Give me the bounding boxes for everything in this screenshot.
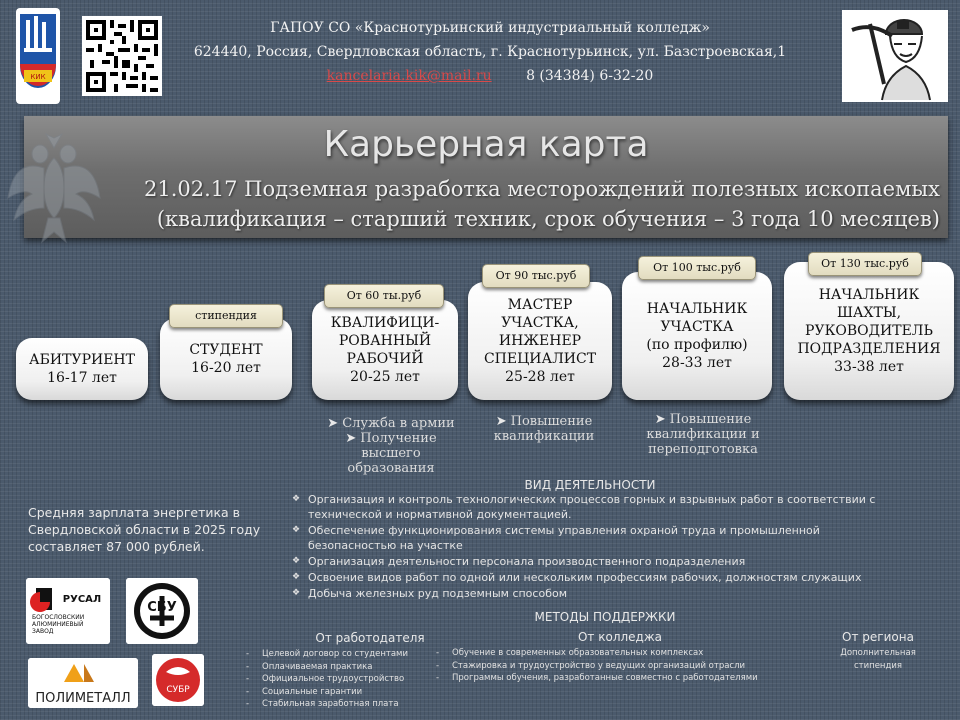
email-link[interactable]: kancelaria.kik@mail.ru xyxy=(326,68,492,84)
tag-salary-60: От 60 ты.руб xyxy=(324,284,444,308)
college-logo xyxy=(14,6,62,106)
step-title-line: КВАЛИФИЦИ- xyxy=(330,315,440,331)
header-contact-block xyxy=(180,16,800,88)
step-title-line: РУКОВОДИТЕЛЬ xyxy=(805,323,933,339)
note-item: Служба в армии xyxy=(342,416,455,431)
arrow-bullet-icon: ➤ xyxy=(345,431,357,446)
activity-item: ❖ Освоение видов работ по одной или нескольким профессиям рабочих, должностям служащих xyxy=(290,570,910,585)
specialty-name: 21.02.17 Подземная разработка месторождений полезных ископаемых xyxy=(143,177,940,201)
subr-logo xyxy=(152,654,204,706)
note-item: квалификации и xyxy=(646,427,760,442)
note-item: Получение xyxy=(360,431,437,446)
notes-master xyxy=(474,414,614,444)
qualification-text: (квалификация – старший техник, срок обучения – 3 года 10 месяцев) xyxy=(156,207,940,231)
step-title-line: ПОДРАЗДЕЛЕНИЯ xyxy=(797,341,941,357)
step-title: АБИТУРИЕНТ xyxy=(29,352,135,368)
step-age: 33-38 лет xyxy=(834,359,904,375)
support-item: - Стажировка и трудоустройство у ведущих организаций отрасли xyxy=(434,660,794,673)
employer-support-title: От работодателя xyxy=(315,631,425,645)
region-support-title: От региона xyxy=(842,630,914,644)
step-title-line: ИНЖЕНЕР xyxy=(498,333,582,349)
note-item: образования xyxy=(347,461,435,476)
career-step-applicant xyxy=(16,338,148,400)
subr-logo-text: СУБР xyxy=(166,685,190,695)
activity-item: ❖ Организация деятельности персонала производственного подразделения xyxy=(290,554,910,569)
tag-salary-100: От 100 тыс.руб xyxy=(638,256,756,280)
org-name: ГАПОУ СО «Краснотурьинский индустриальный колледж» xyxy=(270,20,710,36)
step-title-line: НАЧАЛЬНИК xyxy=(818,287,920,303)
tag-stipend: стипендия xyxy=(169,304,283,328)
region-support-list xyxy=(818,647,938,672)
step-title-line: НАЧАЛЬНИК xyxy=(646,301,748,317)
specialty-subtitle xyxy=(24,174,940,234)
polymetal-logo-text: ПОЛИМЕТАЛЛ xyxy=(35,691,131,706)
org-address: 624440, Россия, Свердловская область, г. Краснотурьинск, ул. Базстроевская,1 xyxy=(193,44,787,60)
support-item: стипендия xyxy=(853,660,902,671)
note-item: квалификации xyxy=(493,429,595,444)
support-item: - Обучение в современных образовательных комплексах xyxy=(434,647,794,660)
college-support-title: От колледжа xyxy=(577,630,663,644)
sbu-logo-text: СБУ xyxy=(147,600,177,615)
step-age: 28-33 лет xyxy=(662,355,732,371)
support-item: - Официальное трудоустройство xyxy=(244,673,434,686)
arrow-bullet-icon: ➤ xyxy=(495,414,507,429)
career-step-student xyxy=(160,318,292,400)
sbu-logo xyxy=(126,578,198,644)
activity-item: ❖ Организация и контроль технологических процессов горных и взрывных работ в соответствии с технической и нормативной документацией. xyxy=(290,492,910,522)
step-title-line: СПЕЦИАЛИСТ xyxy=(483,351,597,367)
note-item: Повышение xyxy=(669,412,752,427)
step-age: 16-20 лет xyxy=(191,360,261,376)
phone-number: 8 (34384) 6-32-20 xyxy=(526,68,654,84)
support-item: - Оплачиваемая практика xyxy=(244,661,434,674)
note-item: переподготовка xyxy=(648,442,758,457)
arrow-bullet-icon: ➤ xyxy=(327,416,339,431)
support-title: МЕТОДЫ ПОДДЕРЖКИ xyxy=(534,610,676,624)
activity-title: ВИД ДЕЯТЕЛЬНОСТИ xyxy=(524,478,656,492)
step-age: 25-28 лет xyxy=(505,369,575,385)
step-title-line: ШАХТЫ, xyxy=(836,305,902,321)
support-item: - Социальные гарантии xyxy=(244,686,434,699)
note-item: высшего xyxy=(361,446,421,461)
step-title-line: МАСТЕР xyxy=(507,297,573,313)
step-title: СТУДЕНТ xyxy=(189,342,263,358)
rusal-logo xyxy=(26,578,110,644)
support-item: - Стабильная заработная плата xyxy=(244,698,434,711)
activity-list xyxy=(290,492,910,602)
salary-note: Средняя зарплата энергетика в Свердловской области в 2025 году составляет 87 000 рублей. xyxy=(28,505,261,554)
arrow-bullet-icon: ➤ xyxy=(654,412,666,427)
qr-code[interactable] xyxy=(82,16,162,96)
page-title: Карьерная карта xyxy=(323,124,649,165)
step-title-line: РАБОЧИЙ xyxy=(346,351,424,367)
step-title-line: УЧАСТКА xyxy=(660,319,734,335)
rusal-subtitle: БОГОСЛОВСКИЙ АЛЮМИНИЕВЫЙ ЗАВОД xyxy=(32,614,85,635)
career-step-qualified-worker xyxy=(312,300,458,400)
step-title-line: (по профилю) xyxy=(646,337,748,353)
employer-support-list xyxy=(244,648,434,711)
step-title-line: УЧАСТКА, xyxy=(501,315,579,331)
note-item: Повышение xyxy=(510,414,593,429)
career-step-mine-director xyxy=(784,262,954,400)
tag-salary-90: От 90 тыс.руб xyxy=(482,264,590,288)
step-age: 16-17 лет xyxy=(47,370,117,386)
college-logo-text: КИК xyxy=(30,73,46,81)
college-support-list xyxy=(434,647,794,685)
polymetal-logo xyxy=(28,658,138,708)
rusal-logo-text: РУСАЛ xyxy=(62,594,102,605)
career-step-master-engineer xyxy=(468,282,612,400)
career-step-section-chief xyxy=(622,272,772,400)
activity-item: ❖ Добыча железных руд подземным способом xyxy=(290,586,910,601)
support-item: - Целевой договор со студентами xyxy=(244,648,434,661)
step-age: 20-25 лет xyxy=(350,369,420,385)
activity-item: ❖ Обеспечение функционирования системы управления охраной труда и промышленной безопасностью на участке xyxy=(290,523,910,553)
support-item: - Программы обучения, разработанные совместно с работодателями xyxy=(434,672,794,685)
tag-salary-130: От 130 тыс.руб xyxy=(808,252,922,276)
miner-illustration xyxy=(842,10,948,102)
support-item: Дополнительная xyxy=(840,648,916,658)
notes-worker xyxy=(318,416,464,476)
step-title-line: РОВАННЫЙ xyxy=(338,333,432,349)
notes-chief xyxy=(628,412,778,457)
